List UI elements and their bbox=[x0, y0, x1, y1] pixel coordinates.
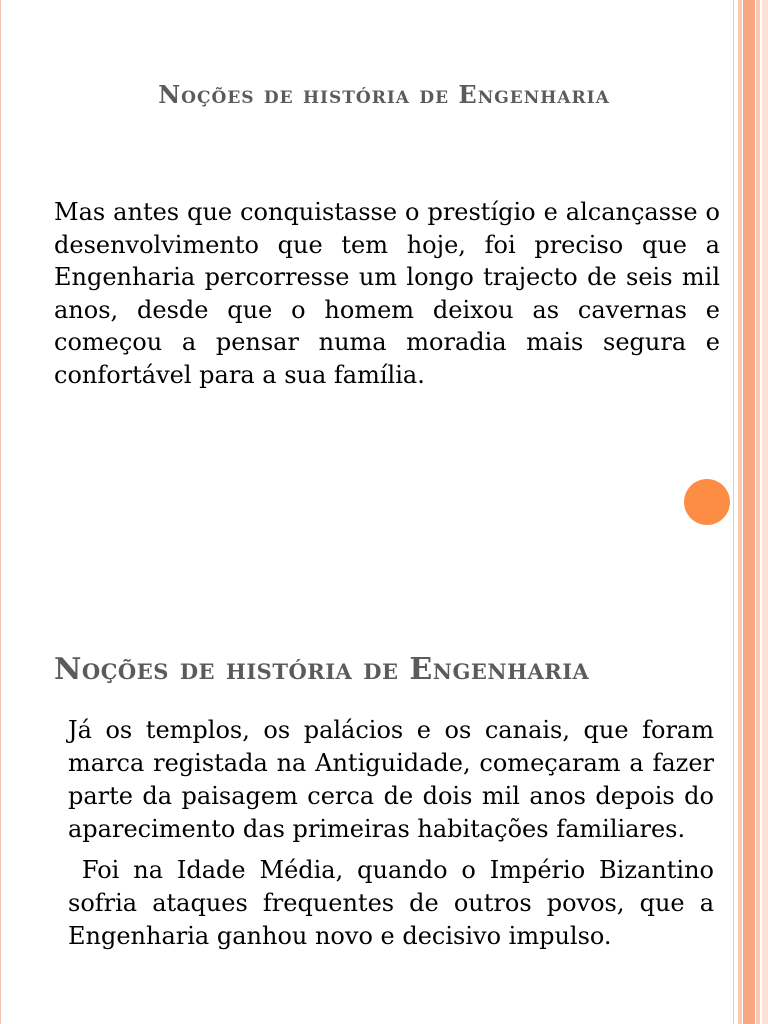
decorative-stripe bbox=[762, 594, 768, 1024]
slide-2 bbox=[0, 594, 768, 1024]
decorative-stripe bbox=[743, 594, 755, 1024]
slide-title: Noções de história de Engenharia bbox=[158, 80, 610, 109]
decorative-stripe bbox=[756, 594, 760, 1024]
slide-body-paragraph: Mas antes que conquistasse o prestígio e alcançasse o desenvolvimento que tem hoje, foi preciso que a Engenharia percorresse um longo trajecto de seis mil anos, desde que o homem deixou as cavernas e começou a pensar numa moradia mais segura e confortável para a sua família. bbox=[54, 198, 720, 389]
orange-circle-icon bbox=[684, 479, 730, 525]
slide-body-paragraph: Foi na Idade Média, quando o Império Bizantino sofria ataques frequentes de outros povos, que a Engenharia ganhou novo e decisivo impulso. bbox=[68, 856, 722, 950]
slide-body-paragraph: Já os templos, os palácios e os canais, que foram marca registada na Antiguidade, começaram a fazer parte da paisagem cerca de dois mil anos depois do aparecimento das primeiras habitações familiares. bbox=[68, 716, 714, 843]
slide-title: Noções de história de Engenharia bbox=[54, 652, 590, 687]
slide-body bbox=[68, 714, 722, 961]
decorative-stripe bbox=[738, 594, 742, 1024]
